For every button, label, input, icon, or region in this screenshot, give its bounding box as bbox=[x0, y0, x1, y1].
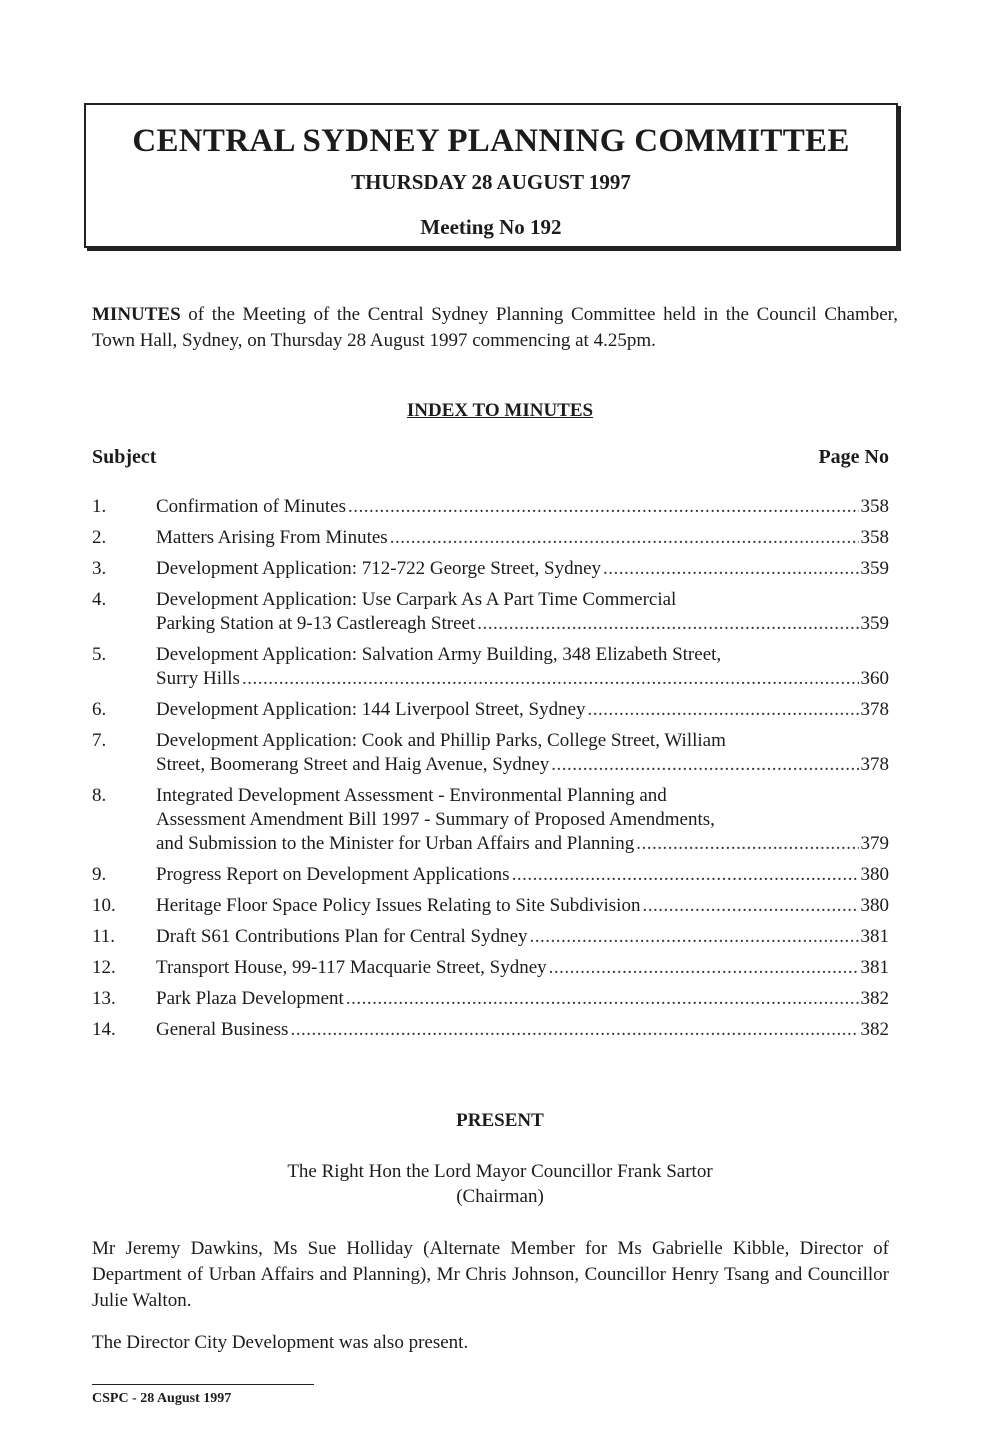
chairman bbox=[0, 1159, 1000, 1209]
index-item-subject: Transport House, 99-117 Macquarie Street, Sydney bbox=[156, 957, 547, 978]
meeting-date: THURSDAY 28 AUGUST 1997 bbox=[351, 170, 631, 194]
index-item-subject: Assessment Amendment Bill 1997 - Summary of Proposed Amendments, bbox=[156, 809, 715, 830]
index-item-line bbox=[156, 643, 889, 667]
index-item-line bbox=[156, 832, 889, 856]
index-item-line bbox=[156, 784, 889, 808]
index-item-page: 380 bbox=[860, 895, 889, 916]
index-heading: INDEX TO MINUTES bbox=[406, 400, 594, 421]
dot-leader bbox=[588, 698, 859, 722]
index-item-number: 11. bbox=[92, 926, 116, 947]
dot-leader bbox=[242, 667, 859, 691]
index-item-line bbox=[156, 894, 889, 918]
index-item-number: 3. bbox=[92, 558, 107, 579]
index-item-line bbox=[156, 956, 889, 980]
index-item-line bbox=[156, 808, 889, 832]
index-item-body bbox=[156, 925, 889, 949]
index-item-number: 5. bbox=[92, 644, 107, 665]
index-item bbox=[92, 894, 889, 918]
index-item-page: 379 bbox=[860, 833, 889, 854]
index-item-subject: Matters Arising From Minutes bbox=[156, 527, 388, 548]
index-item-line bbox=[156, 987, 889, 1011]
dot-leader bbox=[551, 753, 858, 777]
index-item-page: 381 bbox=[860, 926, 889, 947]
index-item bbox=[92, 526, 889, 550]
index-item-body bbox=[156, 863, 889, 887]
dot-leader bbox=[603, 557, 858, 581]
index-item-body bbox=[156, 729, 889, 777]
dot-leader bbox=[549, 956, 859, 980]
index-item-line bbox=[156, 925, 889, 949]
director-present: The Director City Development was also present. bbox=[92, 1332, 469, 1353]
index-item bbox=[92, 987, 889, 1011]
index-item-body bbox=[156, 557, 889, 581]
index-item-line bbox=[156, 526, 889, 550]
index-item-subject: Development Application: Cook and Phillip Parks, College Street, William bbox=[156, 730, 726, 751]
chairman-name: The Right Hon the Lord Mayor Councillor Frank Sartor bbox=[287, 1161, 713, 1182]
index-item-body bbox=[156, 698, 889, 722]
index-item bbox=[92, 925, 889, 949]
index-item-subject: and Submission to the Minister for Urban Affairs and Planning bbox=[156, 833, 635, 854]
index-item-line bbox=[156, 667, 889, 691]
index-item-line bbox=[156, 495, 889, 519]
index-item-number: 2. bbox=[92, 527, 107, 548]
intro-lead: MINUTES bbox=[92, 304, 181, 325]
index-item bbox=[92, 863, 889, 887]
index-item-body bbox=[156, 643, 889, 691]
dot-leader bbox=[477, 612, 858, 636]
index-item-subject: Confirmation of Minutes bbox=[156, 496, 346, 517]
index-item-line bbox=[156, 753, 889, 777]
index-item-page: 378 bbox=[860, 699, 889, 720]
page-column-header: Page No bbox=[818, 446, 889, 468]
index-item-number: 4. bbox=[92, 589, 107, 610]
index-item-body bbox=[156, 987, 889, 1011]
index-item-line bbox=[156, 863, 889, 887]
index-item-page: 359 bbox=[860, 558, 889, 579]
index-item-line bbox=[156, 698, 889, 722]
intro-text: of the Meeting of the Central Sydney Planning Committee held in the Council Chamber, Town Hall, Sydney, on Thursday 28 August 1997 commencing at 4.25pm. bbox=[92, 304, 898, 351]
index-item-body bbox=[156, 894, 889, 918]
index-item-page: 380 bbox=[860, 864, 889, 885]
index-item-page: 378 bbox=[860, 754, 889, 775]
index-item-page: 358 bbox=[860, 527, 889, 548]
index-item-number: 9. bbox=[92, 864, 107, 885]
index-item-line bbox=[156, 588, 889, 612]
dot-leader bbox=[348, 495, 859, 519]
index-item bbox=[92, 643, 889, 691]
index-item-body bbox=[156, 956, 889, 980]
dot-leader bbox=[636, 832, 858, 856]
intro-paragraph bbox=[92, 302, 898, 354]
index-item-subject: Parking Station at 9-13 Castlereagh Street bbox=[156, 613, 476, 634]
index-item-body bbox=[156, 1018, 889, 1042]
index-item-page: 382 bbox=[860, 988, 889, 1009]
index-item-page: 381 bbox=[860, 957, 889, 978]
committee-title: CENTRAL SYDNEY PLANNING COMMITTEE bbox=[132, 123, 850, 159]
present-heading: PRESENT bbox=[456, 1110, 544, 1131]
index-item-body bbox=[156, 588, 889, 636]
index-item bbox=[92, 495, 889, 519]
index-item-page: 359 bbox=[860, 613, 889, 634]
index-item-number: 8. bbox=[92, 785, 107, 806]
index-item-line bbox=[156, 557, 889, 581]
index-item-number: 10. bbox=[92, 895, 116, 916]
index-item-subject: Integrated Development Assessment - Environmental Planning and bbox=[156, 785, 667, 806]
index-item-number: 1. bbox=[92, 496, 107, 517]
index-item-body bbox=[156, 784, 889, 856]
index-item-number: 7. bbox=[92, 730, 107, 751]
index-item-subject: Development Application: 712-722 George Street, Sydney bbox=[156, 558, 602, 579]
index-item-subject: Development Application: Salvation Army Building, 348 Elizabeth Street, bbox=[156, 644, 722, 665]
index-item bbox=[92, 557, 889, 581]
index-item-number: 12. bbox=[92, 957, 116, 978]
dot-leader bbox=[530, 925, 859, 949]
index-item bbox=[92, 1018, 889, 1042]
index-item-page: 360 bbox=[860, 668, 889, 689]
index-item-subject: Draft S61 Contributions Plan for Central Sydney bbox=[156, 926, 528, 947]
dot-leader bbox=[642, 894, 858, 918]
index-item-subject: Surry Hills bbox=[156, 668, 240, 689]
index-item-line bbox=[156, 729, 889, 753]
index-item-subject: Street, Boomerang Street and Haig Avenue, Sydney bbox=[156, 754, 550, 775]
index-item bbox=[92, 698, 889, 722]
index-item-body bbox=[156, 526, 889, 550]
footer-rule bbox=[92, 1384, 314, 1385]
chairman-role: (Chairman) bbox=[456, 1186, 544, 1207]
index-item-page: 382 bbox=[860, 1019, 889, 1040]
dot-leader bbox=[290, 1018, 858, 1042]
index-item bbox=[92, 784, 889, 856]
members-present: Mr Jeremy Dawkins, Ms Sue Holliday (Alternate Member for Ms Gabrielle Kibble, Director of Department of Urban Affairs and Planning), Mr Chris Johnson, Councillor Henry Tsang and Councillor Julie Walton. bbox=[92, 1238, 889, 1311]
subject-column-header: Subject bbox=[92, 446, 157, 468]
index-item-line bbox=[156, 1018, 889, 1042]
dot-leader bbox=[512, 863, 859, 887]
meeting-number: Meeting No 192 bbox=[420, 215, 562, 239]
index-item-subject: Development Application: 144 Liverpool Street, Sydney bbox=[156, 699, 586, 720]
index-item-number: 13. bbox=[92, 988, 116, 1009]
index-item bbox=[92, 588, 889, 636]
index-item-number: 14. bbox=[92, 1019, 116, 1040]
index-item bbox=[92, 729, 889, 777]
title-box bbox=[84, 103, 898, 248]
index-item-body bbox=[156, 495, 889, 519]
index-item-page: 358 bbox=[860, 496, 889, 517]
index-item-subject: Heritage Floor Space Policy Issues Relating to Site Subdivision bbox=[156, 895, 641, 916]
index-item-subject: General Business bbox=[156, 1019, 289, 1040]
index-item bbox=[92, 956, 889, 980]
footer-text: CSPC - 28 August 1997 bbox=[92, 1391, 232, 1406]
index-item-number: 6. bbox=[92, 699, 107, 720]
index-item-subject: Development Application: Use Carpark As A Part Time Commercial bbox=[156, 589, 677, 610]
index-item-subject: Park Plaza Development bbox=[156, 988, 344, 1009]
dot-leader bbox=[390, 526, 859, 550]
index-list bbox=[92, 495, 889, 1049]
dot-leader bbox=[346, 987, 859, 1011]
index-item-subject: Progress Report on Development Applications bbox=[156, 864, 510, 885]
index-item-line bbox=[156, 612, 889, 636]
